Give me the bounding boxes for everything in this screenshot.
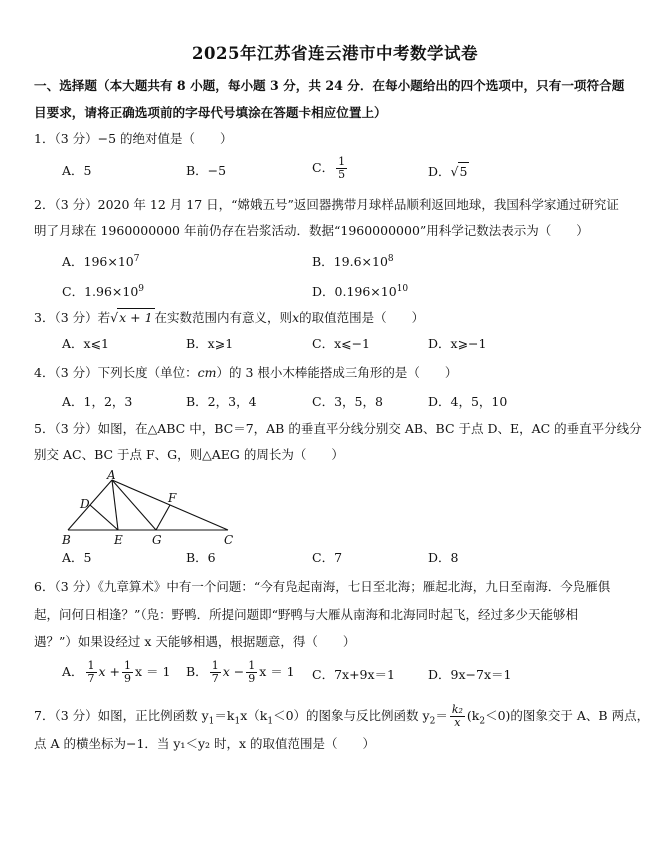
q2-option-a[interactable]: A．$196\times 10^7$ xyxy=(62,254,140,270)
q2-stem-line1: 2．（3 分）2020 年 12 月 17 日，“嫦娥五号”返回器携带月球样品顺利返回地球，我国科学家通过研究证 xyxy=(34,197,619,212)
q2-option-c[interactable]: C．$1.96\times 10^9$ xyxy=(62,284,145,300)
label-d: D xyxy=(80,497,90,511)
q3-option-d[interactable]: D．x⩾−1 xyxy=(428,336,487,351)
q3-option-c[interactable]: C．x⩽−1 xyxy=(312,336,371,351)
q1-option-c-prefix: C． xyxy=(312,160,335,175)
q3-option-a[interactable]: A．x⩽1 xyxy=(62,336,110,351)
segment-ag xyxy=(112,480,156,530)
q4-option-a[interactable]: A．1，2，3 xyxy=(62,394,133,409)
section-heading-line2: 目要求，请将正确选项前的字母代号填涂在答题卡相应位置上） xyxy=(34,105,387,120)
q3-radicand: x + 1 xyxy=(119,310,153,325)
q4-option-d[interactable]: D．4，5，10 xyxy=(428,394,508,409)
q1-option-d-radicand: 5 xyxy=(459,164,468,179)
label-b: B xyxy=(62,533,71,547)
q6-stem-line2: 起，问何日相逢？”（凫：野鸭．所提问题即“野鸭与大雁从南海和北海同时起飞，经过多少天能够相 xyxy=(34,607,579,622)
exam-title: 2025年江苏省连云港市中考数学试卷 xyxy=(192,44,478,63)
segment-de xyxy=(90,505,118,530)
q6-option-b[interactable]: B． $\frac{1}{7}$ x − $\frac{1}{9}$ x ＝ 1 xyxy=(186,659,295,685)
q6-option-a[interactable]: A． $\frac{1}{7}$ x + $\frac{1}{9}$ x ＝ 1 xyxy=(62,659,171,685)
q3-stem: 3．（3 分）若√x + 1 在实数范围内有意义，则x的取值范围是（ ） xyxy=(34,310,425,325)
q4-option-c[interactable]: C．3，5，8 xyxy=(312,394,383,409)
q6-stem-line3: 遇？”）如果设经过 x 天能够相遇，根据题意，得（ ） xyxy=(34,634,356,649)
q1-option-a[interactable]: A．5 xyxy=(62,163,92,178)
q6-stem-line1: 6．（3 分）《九章算术》中有一个问题：“今有凫起南海，七日至北海；雁起北海，九日至南海．今凫雁俱 xyxy=(34,579,611,594)
section-heading xyxy=(34,72,634,126)
label-f: F xyxy=(168,491,177,505)
q7-stem-line1: 7．（3 分）如图，正比例函数 $y_1=k_1x(k_1<0)$的图象与反比例函数 $y_2=$ $\frac{\text{k₂}}{x}$ $(k_2<0)$的图象交于 A、B 两点， xyxy=(34,703,650,729)
label-c: C xyxy=(224,533,234,547)
label-a: A xyxy=(107,470,116,482)
label-e: E xyxy=(114,533,123,547)
q5-stem-line2: 别交 AC、BC 于点 F、G，则△AEG 的周长为（ ） xyxy=(34,447,344,462)
q1-option-b[interactable]: B．−5 xyxy=(186,163,227,178)
q5-option-d[interactable]: D．8 xyxy=(428,550,459,565)
q5-triangle-figure xyxy=(60,470,240,548)
q5-option-b[interactable]: B．6 xyxy=(186,550,216,565)
q1-option-d[interactable]: D．√5 xyxy=(428,164,468,179)
q4-option-b[interactable]: B．2，3，4 xyxy=(186,394,257,409)
section-heading-line1: 一、选择题（本大题共有 8 小题，每小题 3 分，共 24 分．在每小题给出的四个选项中，只有一项符合题 xyxy=(34,78,625,93)
q6-option-c[interactable]: C．7x+9x＝1 xyxy=(312,667,395,682)
q3-option-b[interactable]: B．x⩾1 xyxy=(186,336,234,351)
q1-stem: 1．（3 分）−5 的绝对值是（ ） xyxy=(34,131,233,146)
q5-option-c[interactable]: C．7 xyxy=(312,550,343,565)
segment-ae xyxy=(112,480,118,530)
q2-option-d[interactable]: D．$0.196\times 10^{10}$ xyxy=(312,284,409,300)
q7-stem-line2: 点 A 的横坐标为−1．当 y₁＜y₂ 时，x 的取值范围是（ ） xyxy=(34,736,376,751)
q1-option-c-fraction: $\frac{1}{5}$ xyxy=(338,155,346,181)
q2-stem-line2: 明了月球在 1960000000 年前仍存在岩浆活动．数据“1960000000”用科学记数法表示为（ ） xyxy=(34,223,589,238)
q5-option-a[interactable]: A．5 xyxy=(62,550,92,565)
q4-stem: 4．（3 分）下列长度（单位：cm）的 3 根小木棒能搭成三角形的是（ ） xyxy=(34,365,458,380)
q1-option-c[interactable] xyxy=(312,156,349,181)
q2-option-b[interactable]: B．$19.6\times 10^8$ xyxy=(312,254,394,270)
label-g: G xyxy=(152,533,162,547)
q6-option-d[interactable]: D．9x−7x＝1 xyxy=(428,667,512,682)
q5-stem-line1: 5．（3 分）如图，在△ABC 中，BC＝7，AB 的垂直平分线分别交 AB、BC 于点 D、E，AC 的垂直平分线分 xyxy=(34,421,642,436)
segment-fg xyxy=(156,505,170,530)
